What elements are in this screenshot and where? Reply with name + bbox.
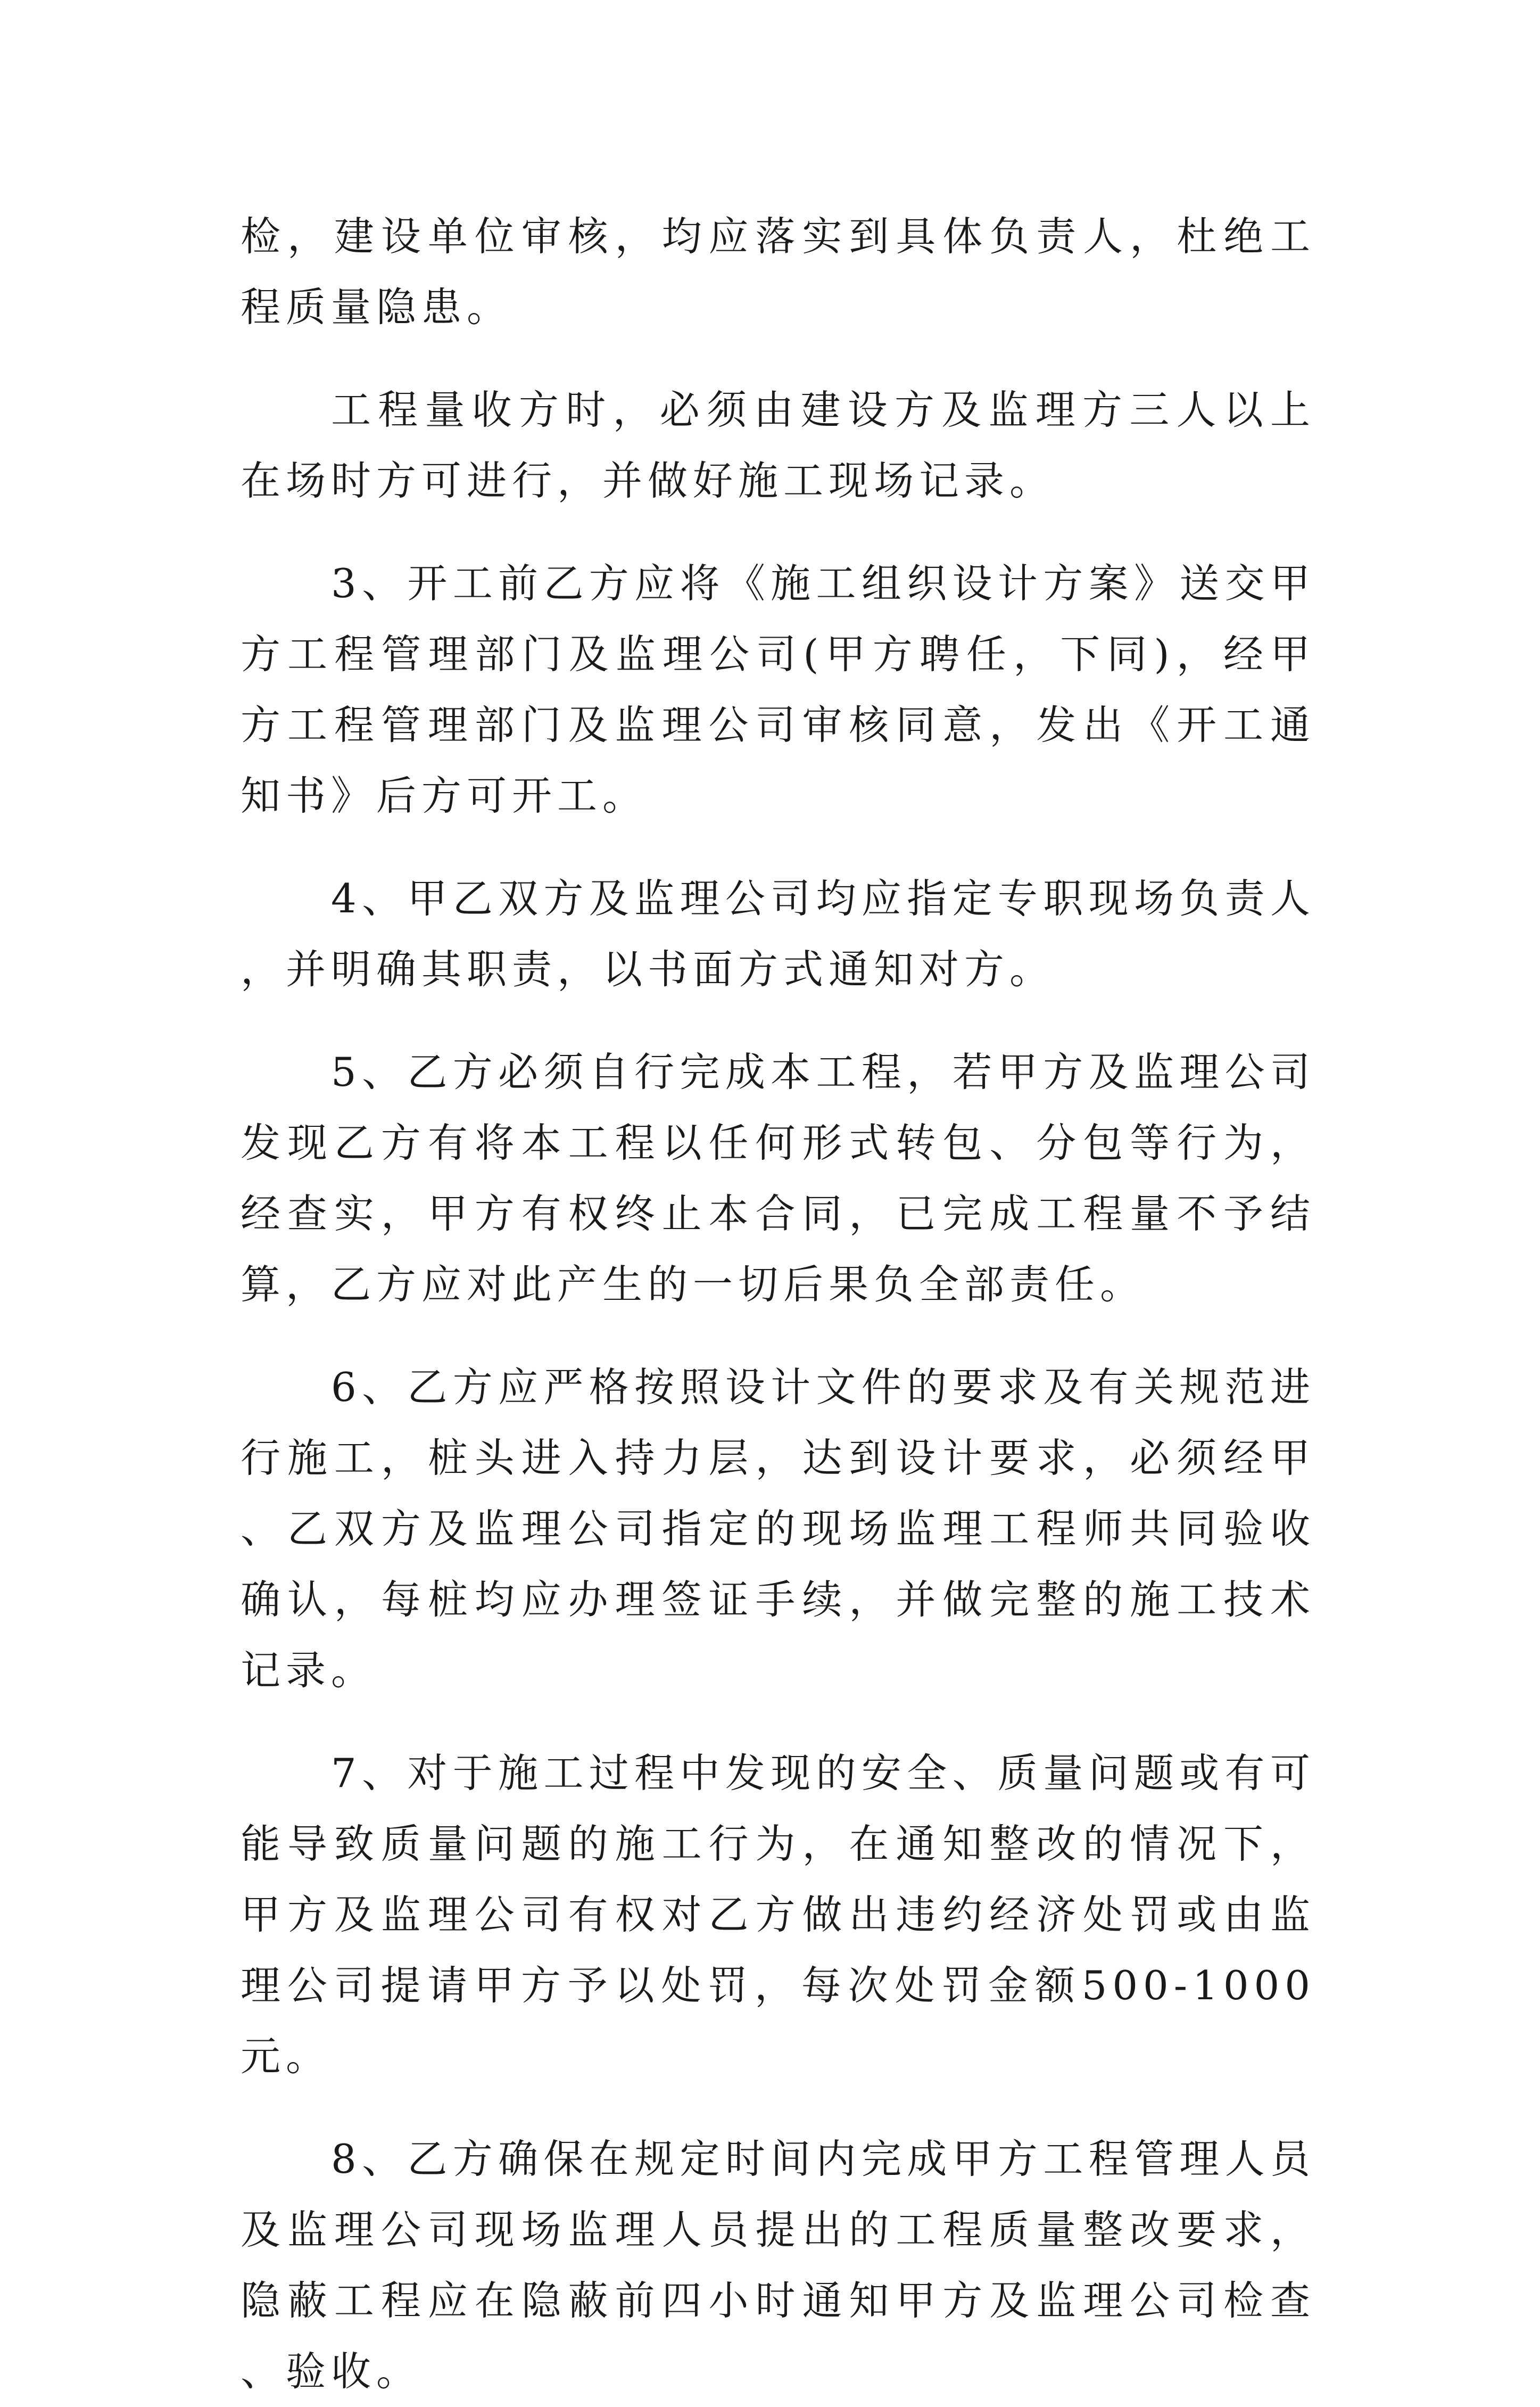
paragraph-item-7: 7、对于施工过程中发现的安全、质量问题或有可能导致质量问题的施工行为，在通知整改的情况下，甲方及监理公司有权对乙方做出违约经济处罚或由监理公司提请甲方予以处罚，每次处罚金额500-1000元。 bbox=[241, 1750, 1315, 2080]
paragraph-item-8: 8、乙方确保在规定时间内完成甲方工程管理人员及监理公司现场监理人员提出的工程质量整改要求，隐蔽工程应在隐蔽前四小时通知甲方及监理公司检查、验收。 bbox=[241, 2136, 1315, 2395]
paragraph-item-5: 5、乙方必须自行完成本工程，若甲方及监理公司发现乙方有将本工程以任何形式转包、分包等行为，经查实，甲方有权终止本合同，已完成工程量不予结算，乙方应对此产生的一切后果负全部责任。 bbox=[241, 1049, 1315, 1308]
paragraph-item-6: 6、乙方应严格按照设计文件的要求及有关规范进行施工，桩头进入持力层，达到设计要求，必须经甲、乙双方及监理公司指定的现场监理工程师共同验收确认，每桩均应办理签证手续，并做完整的施工技术记录。 bbox=[241, 1364, 1315, 1694]
document-body bbox=[241, 201, 1315, 2407]
paragraph-continuation: 检，建设单位审核，均应落实到具体负责人，杜绝工程质量隐患。 bbox=[241, 213, 1315, 331]
paragraph-quantity-survey: 工程量收方时，必须由建设方及监理方三人以上在场时方可进行，并做好施工现场记录。 bbox=[241, 386, 1315, 504]
paragraph-item-4: 4、甲乙双方及监理公司均应指定专职现场负责人，并明确其职责，以书面方式通知对方。 bbox=[241, 875, 1315, 993]
paragraph-item-3: 3、开工前乙方应将《施工组织设计方案》送交甲方工程管理部门及监理公司(甲方聘任，下同)，经甲方工程管理部门及监理公司审核同意，发出《开工通知书》后方可开工。 bbox=[241, 560, 1315, 819]
